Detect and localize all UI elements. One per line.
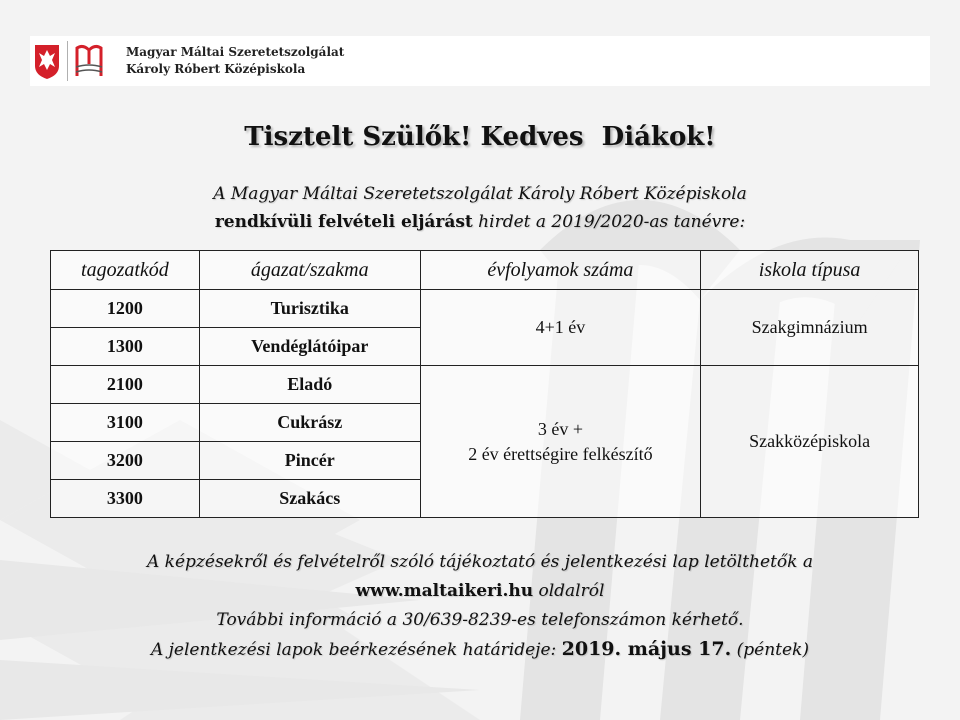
- deadline-prefix: A jelentkezési lapok beérkezésének határideje:: [150, 640, 562, 660]
- row-name: Szakács: [199, 480, 420, 518]
- row-code: 3100: [51, 404, 200, 442]
- intro-line2-rest: hirdet a 2019/2020-as tanévre:: [472, 212, 746, 232]
- organization-name-line1: Magyar Máltai Szeretetszolgálat: [126, 45, 345, 59]
- row-name: Turisztika: [199, 290, 420, 328]
- header-years: évfolyamok száma: [420, 251, 701, 290]
- group2-years-line1: 3 év +: [537, 418, 583, 439]
- footer-line2: [0, 577, 960, 606]
- deadline-suffix: (péntek): [731, 640, 809, 660]
- table-header-row: [51, 251, 919, 290]
- maltese-cross-icon: [34, 42, 60, 80]
- page-title: Tisztelt Szülők! Kedves Diákok!: [244, 122, 716, 152]
- row-name: Vendéglátóipar: [199, 328, 420, 366]
- intro-highlight: rendkívüli felvételi eljárást: [214, 212, 473, 232]
- group1-school-type: Szakgimnázium: [701, 290, 919, 366]
- header-bar: [30, 36, 930, 86]
- table-row: [51, 366, 919, 404]
- header-branch: ágazat/szakma: [199, 251, 420, 290]
- group2-years: [420, 366, 701, 518]
- school-logo-icon: [74, 42, 104, 80]
- deadline-date: 2019. május 17.: [561, 638, 732, 660]
- footer-line3: További információ a 30/639-8239-es telefonszámon kérhető.: [216, 610, 744, 630]
- row-name: Cukrász: [199, 404, 420, 442]
- group2-years-line2: 2 év érettségire felkészítő: [468, 443, 653, 464]
- group2-school-type: Szakközépiskola: [701, 366, 919, 518]
- website-link[interactable]: www.maltaikeri.hu: [355, 581, 534, 601]
- group1-years: 4+1 év: [420, 290, 701, 366]
- logo-divider: [67, 41, 68, 81]
- organization-name: [126, 44, 344, 78]
- row-code: 2100: [51, 366, 200, 404]
- table-row: [51, 290, 919, 328]
- intro-text: [0, 180, 960, 236]
- header-code: tagozatkód: [51, 251, 200, 290]
- row-code: 1300: [51, 328, 200, 366]
- footer-line4: [0, 635, 960, 665]
- programs-table: [50, 250, 919, 518]
- row-code: 1200: [51, 290, 200, 328]
- footer-url-rest: oldalról: [533, 581, 605, 601]
- footer-text: [0, 548, 960, 665]
- row-name: Pincér: [199, 442, 420, 480]
- row-name: Eladó: [199, 366, 420, 404]
- footer-line1: A képzésekről és felvételről szóló tájékoztató és jelentkezési lap letölthetők a: [147, 552, 813, 572]
- row-code: 3200: [51, 442, 200, 480]
- row-code: 3300: [51, 480, 200, 518]
- organization-name-line2: Károly Róbert Középiskola: [126, 62, 306, 76]
- header-school-type: iskola típusa: [701, 251, 919, 290]
- intro-line2: [0, 208, 960, 236]
- intro-line1: A Magyar Máltai Szeretetszolgálat Károly Róbert Középiskola: [213, 184, 747, 204]
